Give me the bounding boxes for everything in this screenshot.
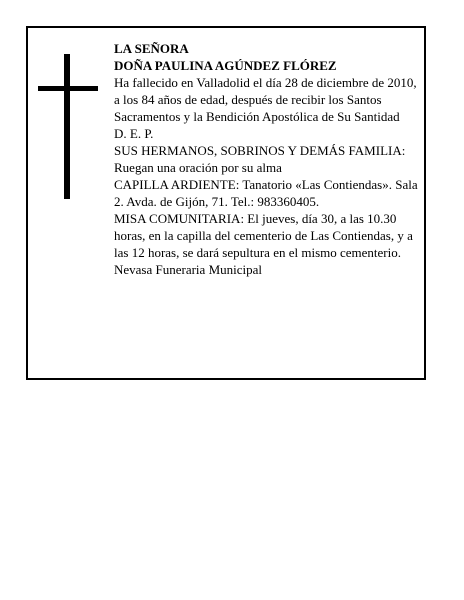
prayer-line: Ruegan una oración por su alma [114, 160, 282, 175]
cross-vertical-bar [64, 54, 70, 199]
obituary-notice [26, 26, 426, 380]
latin-cross-icon [38, 54, 98, 199]
funeral-home: Nevasa Funeraria Municipal [114, 262, 263, 277]
chapel-info: CAPILLA ARDIENTE: Tanatorio «Las Contiendas». Sala 2. Avda. de Gijón, 71. Tel.: 983360405. [114, 177, 418, 209]
deceased-name: DOÑA PAULINA AGÚNDEZ FLÓREZ [114, 58, 337, 73]
mass-info: MISA COMUNITARIA: El jueves, día 30, a las 10.30 horas, en la capilla del cementerio de Las Contiendas, y a las 12 horas, se dará sepultura en el mismo cementerio. [114, 211, 413, 260]
death-announcement: Ha fallecido en Valladolid el día 28 de diciembre de 2010, a los 84 años de edad, después de recibir los Santos Sacramentos y la Bendición Apostólica de Su Santidad [114, 75, 417, 124]
title-line-1: LA SEÑORA [114, 41, 189, 56]
family-line: SUS HERMANOS, SOBRINOS Y DEMÁS FAMILIA: [114, 143, 406, 158]
dep-line: D. E. P. [114, 126, 154, 141]
cross-horizontal-bar [38, 86, 98, 91]
notice-text [114, 40, 420, 278]
